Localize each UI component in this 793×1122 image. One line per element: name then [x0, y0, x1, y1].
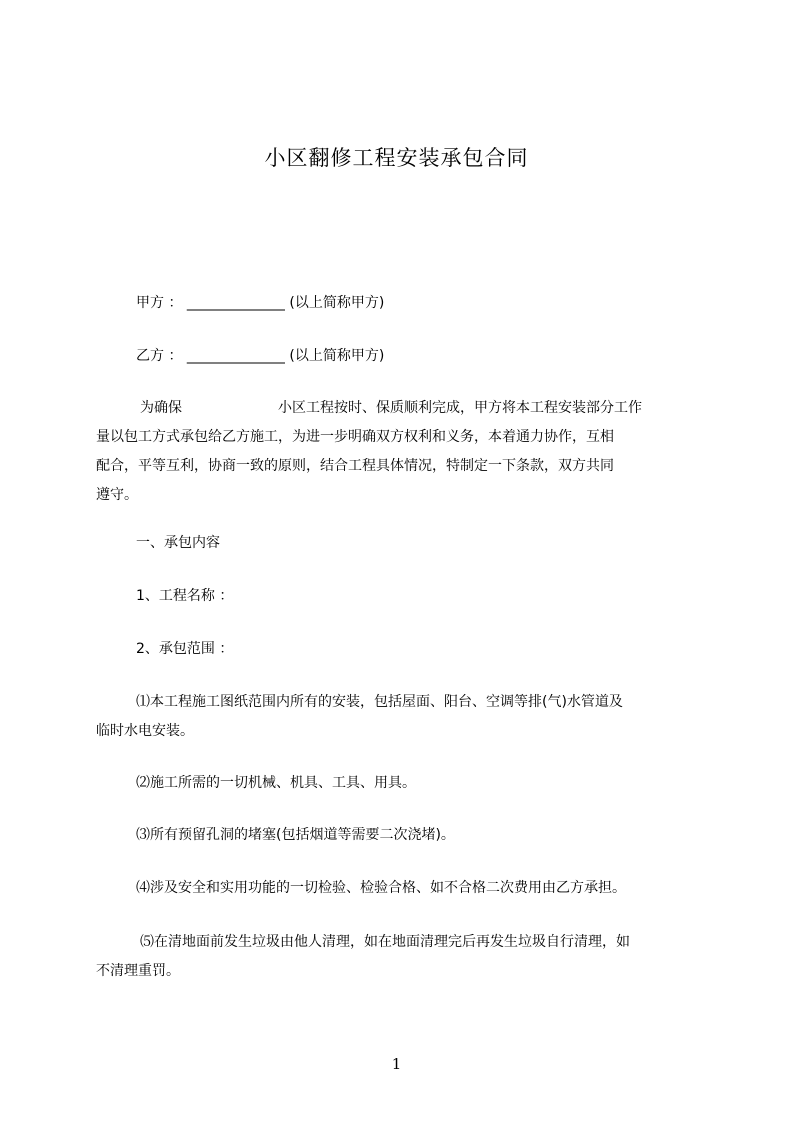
intro-line1-start: 为确保 [140, 400, 182, 416]
scope-item-5-line1: ⑸在清地面前发生垃圾由他人清理，如在地面清理完后再发生垃圾自行清理，如 [140, 934, 630, 950]
intro-paragraph [96, 394, 708, 510]
scope-item-1-line1: ⑴本工程施工图纸范围内所有的安装，包括屋面、阳台、空调等排(气)水管道及 [136, 694, 623, 710]
party-a-blank: ______________ [186, 295, 285, 311]
section-heading: 一、承包内容 [136, 535, 220, 551]
scope-item-5 [96, 928, 708, 986]
scope-item-1 [96, 688, 708, 746]
scope-item-2: ⑵施工所需的一切机械、机具、工具、用具。 [136, 775, 416, 791]
party-b-line [136, 345, 384, 365]
intro-line2: 量以包工方式承包给乙方施工，为进一步明确双方权利和义务，本着通力协作，互相 [96, 429, 614, 445]
intro-line3: 配合，平等互利，协商一致的原则，结合工程具体情况，特制定一下条款，双方共同 [96, 458, 614, 474]
party-a-label: 甲方 ： [136, 295, 183, 311]
scope-item-5-line2: 不清理重罚。 [96, 963, 180, 979]
party-a-suffix: (以上简称甲方) [289, 295, 385, 311]
intro-line1-end: 小区工程按时、保质顺利完成，甲方将本工程安装部分工作 [278, 400, 642, 416]
scope-item-3: ⑶所有预留孔洞的堵塞(包括烟道等需要二次浇堵)。 [136, 827, 455, 843]
party-b-blank: ______________ [186, 348, 285, 364]
item-contract-scope: 2、承包范围 ： [136, 641, 234, 657]
contract-title: 小区翻修工程安装承包合同 [264, 146, 529, 170]
scope-item-1-line2: 临时水电安装。 [96, 723, 194, 739]
party-a-line [136, 292, 384, 312]
scope-item-4: ⑷涉及安全和实用功能的一切检验、检验合格、如不合格二次费用由乙方承担。 [136, 880, 626, 896]
intro-line4: 遵守。 [96, 487, 138, 503]
page-number: 1 [391, 1055, 402, 1073]
item-project-name: 1、工程名称 ： [136, 588, 234, 604]
party-b-label: 乙方 ： [136, 348, 183, 364]
party-b-suffix: (以上简称甲方) [289, 348, 385, 364]
